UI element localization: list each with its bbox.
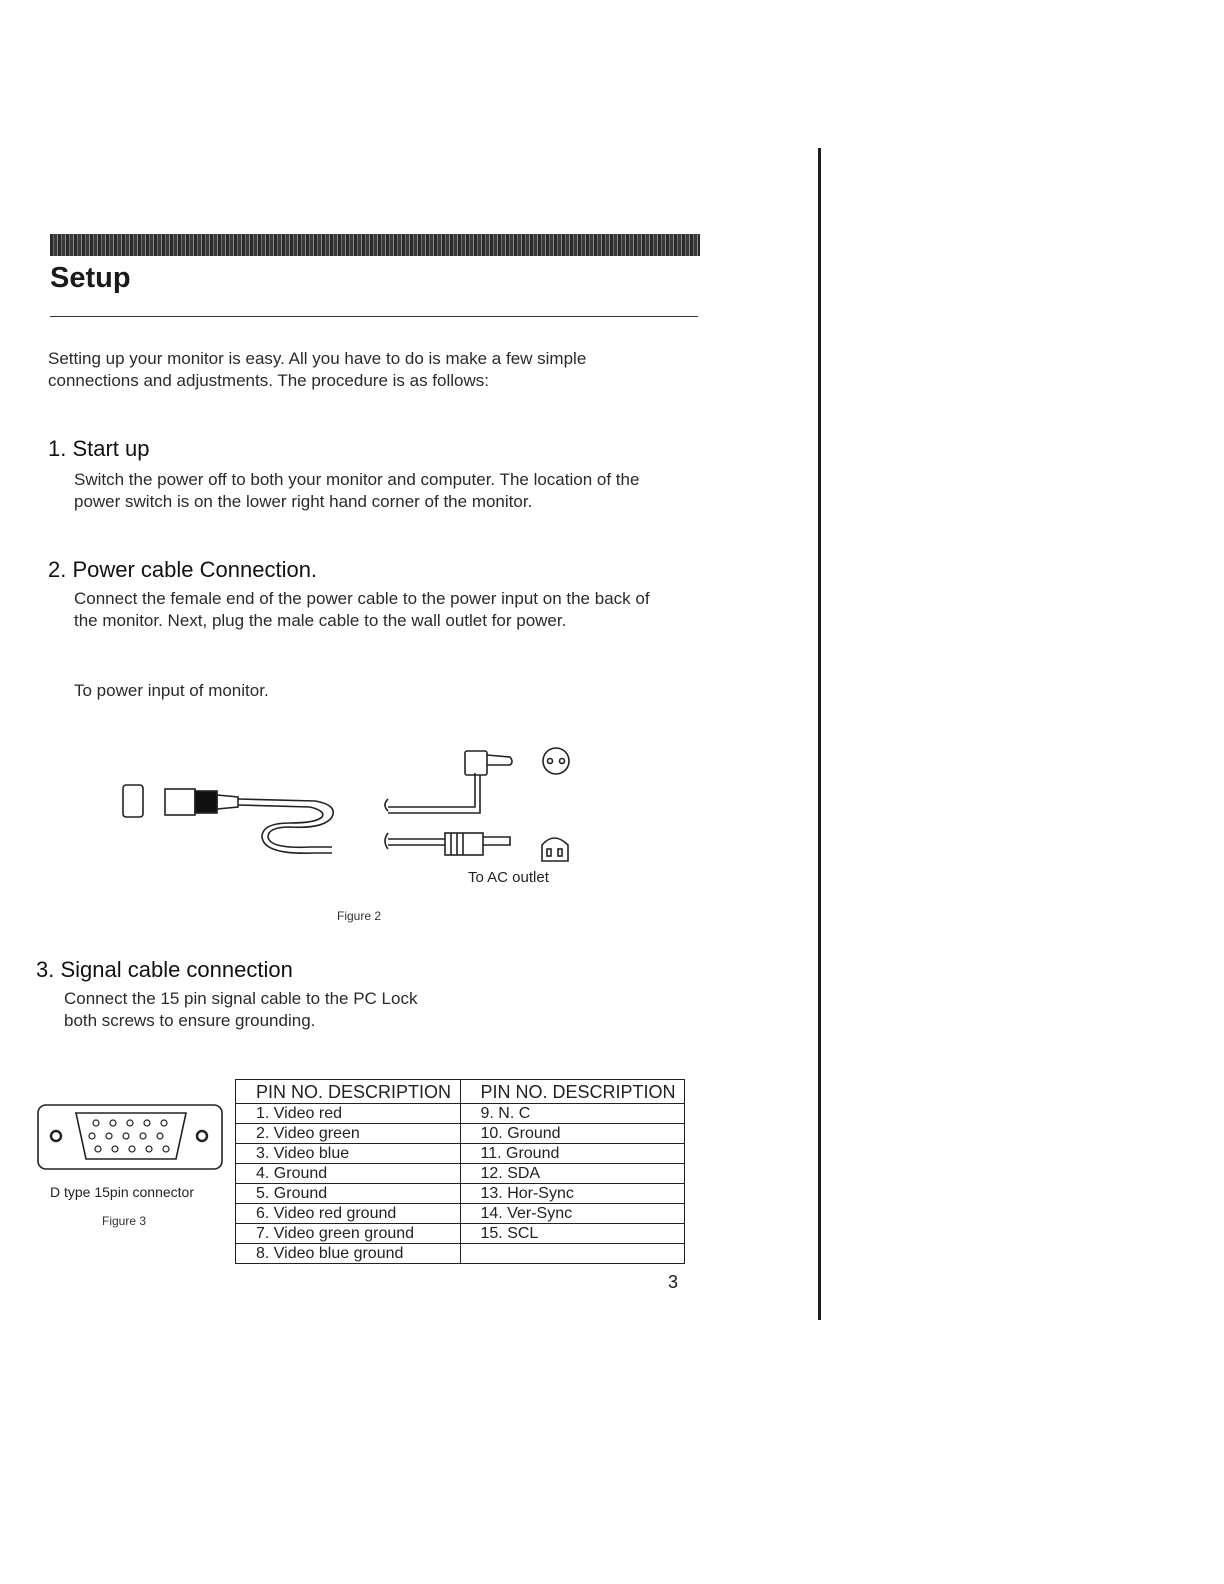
- title-divider: [50, 316, 698, 317]
- table-cell: 3. Video blue: [236, 1144, 461, 1164]
- table-cell: 12. SDA: [460, 1164, 685, 1184]
- table-cell: 9. N. C: [460, 1104, 685, 1124]
- table-header: PIN NO. DESCRIPTION: [460, 1080, 685, 1104]
- screw-icon: [51, 1131, 61, 1141]
- table-row: [236, 1144, 685, 1164]
- table-cell: 13. Hor-Sync: [460, 1184, 685, 1204]
- table-row: [236, 1184, 685, 1204]
- table-cell: 15. SCL: [460, 1224, 685, 1244]
- figure-3-caption: Figure 3: [102, 1214, 147, 1228]
- step-1-heading: 1. Start up: [48, 436, 150, 461]
- table-cell: 8. Video blue ground: [236, 1244, 461, 1264]
- table-row: [236, 1104, 685, 1124]
- step-3-body: Connect the 15 pin signal cable to the PC Lock both screws to ensure grounding.: [64, 989, 418, 1030]
- table-cell: 7. Video green ground: [236, 1224, 461, 1244]
- table-row: [236, 1224, 685, 1244]
- table-header: PIN NO. DESCRIPTION: [236, 1080, 461, 1104]
- table-row: [236, 1164, 685, 1184]
- section-banner: [50, 234, 700, 256]
- page-number: 3: [668, 1272, 679, 1292]
- table-row: [236, 1244, 685, 1264]
- table-cell: 4. Ground: [236, 1164, 461, 1184]
- table-cell: 11. Ground: [460, 1144, 685, 1164]
- table-row: [236, 1204, 685, 1224]
- connector-label: D type 15pin connector: [50, 1184, 194, 1200]
- table-header-row: [236, 1080, 685, 1104]
- table-cell: 6. Video red ground: [236, 1204, 461, 1224]
- step-3-heading: 3. Signal cable connection: [36, 957, 293, 982]
- d-type-connector-illustration: [36, 1103, 226, 1173]
- table-cell: 2. Video green: [236, 1124, 461, 1144]
- monitor-socket-icon: [123, 785, 143, 817]
- table-cell: 10. Ground: [460, 1124, 685, 1144]
- page-title: Setup: [50, 262, 131, 294]
- pin-description-table: [235, 1079, 685, 1264]
- outlet-label: To AC outlet: [468, 869, 549, 886]
- intro-paragraph: Setting up your monitor is easy. All you have to do is make a few simple connections and adjustments. The procedure is as follows:: [48, 349, 587, 390]
- table-cell: 14. Ver-Sync: [460, 1204, 685, 1224]
- step-1-body: Switch the power off to both your monitor and computer. The location of the power switch is on the lower right hand corner of the monitor.: [74, 470, 640, 511]
- table-cell: 5. Ground: [236, 1184, 461, 1204]
- us-outlet-icon: [542, 838, 568, 861]
- power-cable-illustration: [110, 735, 590, 875]
- binding-rule: [818, 148, 821, 1320]
- figure-2-caption: Figure 2: [337, 909, 382, 923]
- step-2-heading: 2. Power cable Connection.: [48, 557, 318, 582]
- step-2-body: Connect the female end of the power cable to the power input on the back of the monitor. Next, plug the male cable to the wall outlet for power.: [74, 589, 650, 630]
- euro-plug-icon: [465, 751, 487, 775]
- table-row: [236, 1124, 685, 1144]
- step-2-note: To power input of monitor.: [74, 681, 269, 700]
- screw-icon: [197, 1131, 207, 1141]
- table-cell: 1. Video red: [236, 1104, 461, 1124]
- table-cell: [460, 1244, 685, 1264]
